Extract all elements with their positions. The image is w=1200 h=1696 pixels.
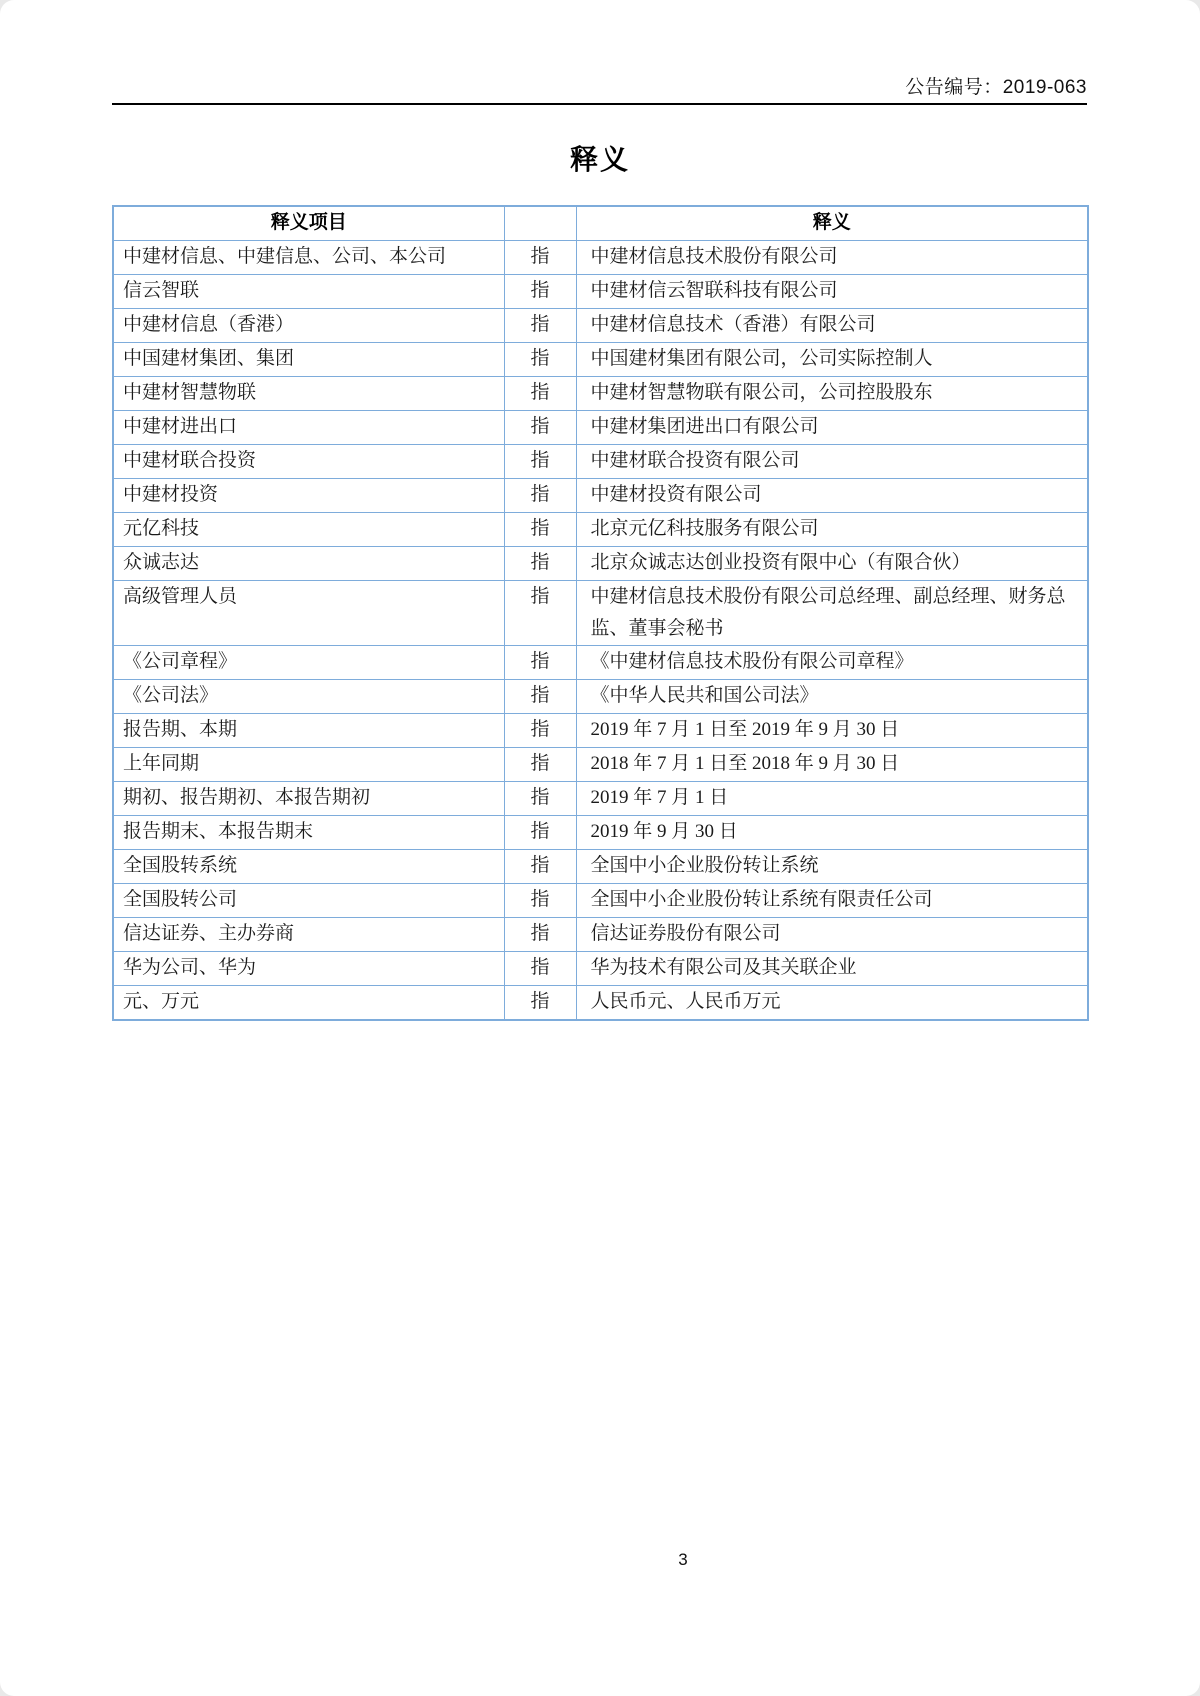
definition-cell: 信达证券股份有限公司 [576, 918, 1088, 952]
table-row [113, 377, 1088, 411]
zhi-cell: 指 [504, 714, 576, 748]
zhi-cell: 指 [504, 513, 576, 547]
definition-cell: 中建材智慧物联有限公司，公司控股股东 [576, 377, 1088, 411]
definition-cell: 中建材信息技术股份有限公司总经理、副总经理、财务总监、董事会秘书 [576, 581, 1088, 646]
zhi-cell: 指 [504, 275, 576, 309]
table-row [113, 479, 1088, 513]
table-row [113, 680, 1088, 714]
definition-cell: 北京元亿科技服务有限公司 [576, 513, 1088, 547]
table-row [113, 986, 1088, 1021]
table-row [113, 411, 1088, 445]
table-row [113, 513, 1088, 547]
zhi-cell: 指 [504, 411, 576, 445]
definition-cell: 中建材投资有限公司 [576, 479, 1088, 513]
announcement-number: 公告编号：2019-063 [905, 77, 1087, 98]
zhi-cell: 指 [504, 646, 576, 680]
definition-cell: 《中华人民共和国公司法》 [576, 680, 1088, 714]
zhi-cell: 指 [504, 445, 576, 479]
table-row [113, 547, 1088, 581]
definitions-table [112, 205, 1089, 1021]
definition-cell: 华为技术有限公司及其关联企业 [576, 952, 1088, 986]
term-cell: 信云智联 [113, 275, 504, 309]
term-cell: 众诚志达 [113, 547, 504, 581]
table-row [113, 850, 1088, 884]
term-cell: 全国股转公司 [113, 884, 504, 918]
term-cell: 元亿科技 [113, 513, 504, 547]
zhi-cell: 指 [504, 952, 576, 986]
term-cell: 高级管理人员 [113, 581, 504, 646]
table-row [113, 748, 1088, 782]
term-cell: 中建材智慧物联 [113, 377, 504, 411]
zhi-cell: 指 [504, 309, 576, 343]
column-header-zhi [504, 206, 576, 241]
definition-cell: 中国建材集团有限公司，公司实际控制人 [576, 343, 1088, 377]
definition-cell: 2018 年 7 月 1 日至 2018 年 9 月 30 日 [576, 748, 1088, 782]
definition-cell: 全国中小企业股份转让系统 [576, 850, 1088, 884]
table-row [113, 952, 1088, 986]
table-row [113, 445, 1088, 479]
term-cell: 中建材进出口 [113, 411, 504, 445]
definition-cell: 人民币元、人民币万元 [576, 986, 1088, 1021]
zhi-cell: 指 [504, 241, 576, 275]
table-row [113, 343, 1088, 377]
zhi-cell: 指 [504, 680, 576, 714]
term-cell: 中建材信息（香港） [113, 309, 504, 343]
term-cell: 华为公司、华为 [113, 952, 504, 986]
definition-cell: 中建材联合投资有限公司 [576, 445, 1088, 479]
term-cell: 元、万元 [113, 986, 504, 1021]
definition-cell: 《中建材信息技术股份有限公司章程》 [576, 646, 1088, 680]
term-cell: 报告期、本期 [113, 714, 504, 748]
table-header-row [113, 206, 1088, 241]
zhi-cell: 指 [504, 850, 576, 884]
definition-cell: 中建材信息技术股份有限公司 [576, 241, 1088, 275]
definition-cell: 2019 年 7 月 1 日 [576, 782, 1088, 816]
zhi-cell: 指 [504, 986, 576, 1021]
term-cell: 中建材信息、中建信息、公司、本公司 [113, 241, 504, 275]
term-cell: 信达证券、主办券商 [113, 918, 504, 952]
term-cell: 全国股转系统 [113, 850, 504, 884]
zhi-cell: 指 [504, 547, 576, 581]
term-cell: 中国建材集团、集团 [113, 343, 504, 377]
table-row [113, 816, 1088, 850]
definition-cell: 全国中小企业股份转让系统有限责任公司 [576, 884, 1088, 918]
term-cell: 上年同期 [113, 748, 504, 782]
definition-cell: 中建材信云智联科技有限公司 [576, 275, 1088, 309]
zhi-cell: 指 [504, 782, 576, 816]
table-row [113, 918, 1088, 952]
zhi-cell: 指 [504, 816, 576, 850]
definition-cell: 中建材集团进出口有限公司 [576, 411, 1088, 445]
term-cell: 中建材联合投资 [113, 445, 504, 479]
term-cell: 中建材投资 [113, 479, 504, 513]
table-row [113, 309, 1088, 343]
header-divider-rule [112, 103, 1087, 105]
table-row [113, 581, 1088, 646]
table-row [113, 275, 1088, 309]
table-row [113, 884, 1088, 918]
zhi-cell: 指 [504, 581, 576, 646]
zhi-cell: 指 [504, 343, 576, 377]
term-cell: 《公司章程》 [113, 646, 504, 680]
term-cell: 《公司法》 [113, 680, 504, 714]
column-header-term: 释义项目 [113, 206, 504, 241]
table-row [113, 782, 1088, 816]
zhi-cell: 指 [504, 479, 576, 513]
table-row [113, 714, 1088, 748]
term-cell: 报告期末、本报告期末 [113, 816, 504, 850]
definition-cell: 2019 年 9 月 30 日 [576, 816, 1088, 850]
zhi-cell: 指 [504, 377, 576, 411]
table-row [113, 241, 1088, 275]
column-header-definition: 释义 [576, 206, 1088, 241]
definition-cell: 北京众诚志达创业投资有限中心（有限合伙） [576, 547, 1088, 581]
page-number: 3 [678, 1550, 688, 1569]
zhi-cell: 指 [504, 918, 576, 952]
definition-cell: 2019 年 7 月 1 日至 2019 年 9 月 30 日 [576, 714, 1088, 748]
zhi-cell: 指 [504, 884, 576, 918]
definition-cell: 中建材信息技术（香港）有限公司 [576, 309, 1088, 343]
table-row [113, 646, 1088, 680]
term-cell: 期初、报告期初、本报告期初 [113, 782, 504, 816]
page-title: 释义 [569, 144, 630, 175]
zhi-cell: 指 [504, 748, 576, 782]
